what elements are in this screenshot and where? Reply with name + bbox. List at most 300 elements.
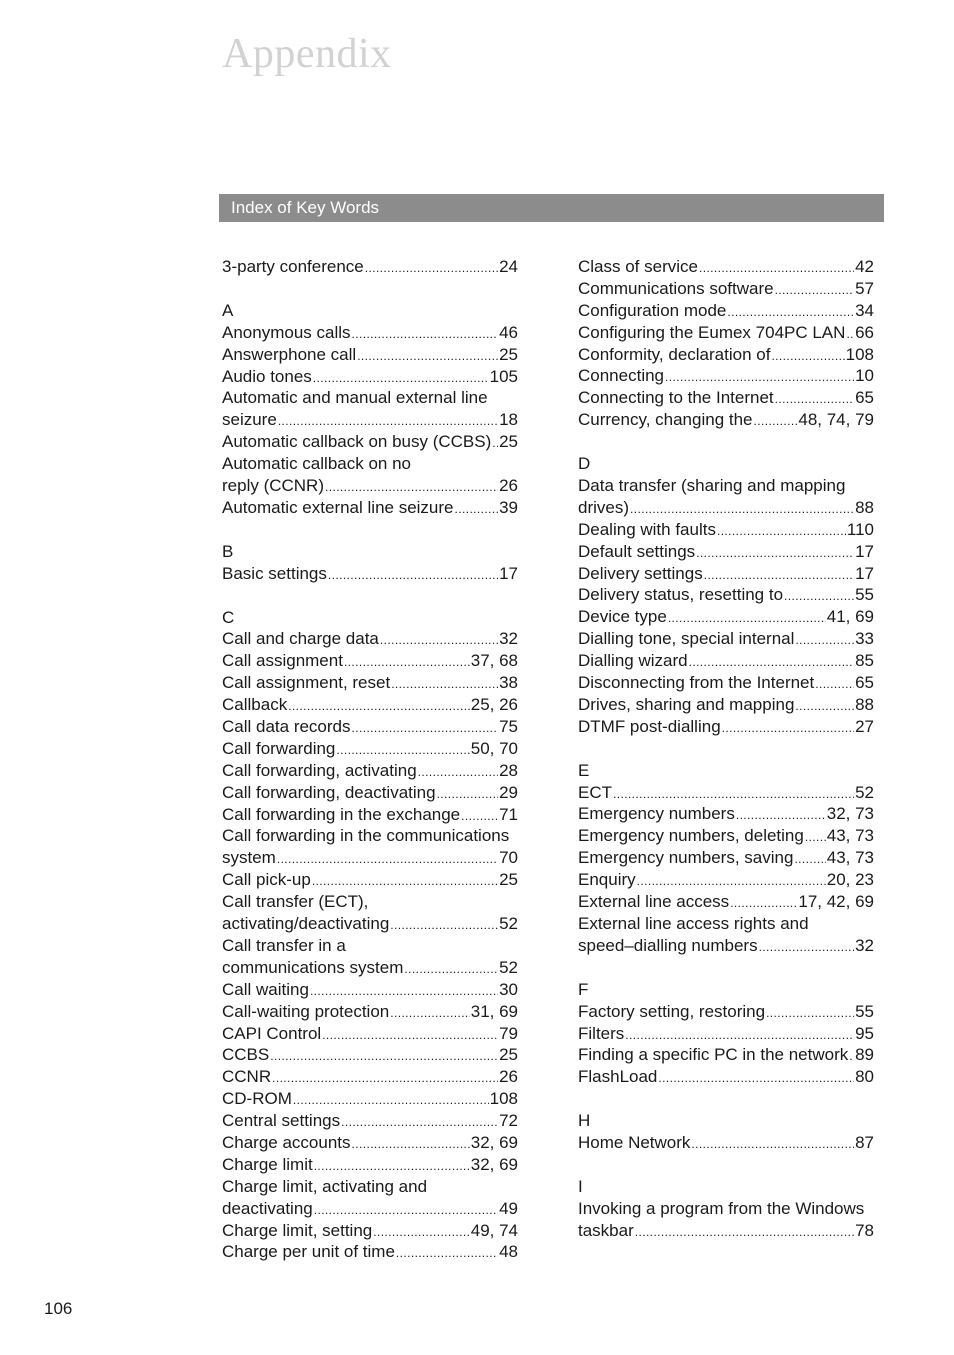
index-term: FlashLoad <box>578 1067 658 1087</box>
dot-leader <box>689 652 854 674</box>
index-entry <box>578 387 874 409</box>
index-entry <box>222 979 518 1001</box>
index-entry-line <box>578 694 874 716</box>
index-entry <box>578 869 874 891</box>
index-entry <box>578 541 874 563</box>
index-page-ref: 27 <box>855 716 874 736</box>
index-entry-line <box>578 541 874 563</box>
index-term: drives) <box>578 497 630 517</box>
dot-leader <box>352 1134 470 1156</box>
index-term: Anonymous calls <box>222 322 351 342</box>
index-entry-line <box>222 409 518 431</box>
index-term: Disconnecting from the Internet <box>578 673 815 693</box>
index-entry <box>578 365 874 387</box>
index-page-ref: 95 <box>855 1023 874 1043</box>
index-page-ref: 55 <box>855 585 874 605</box>
index-page-ref: 79 <box>499 1023 518 1043</box>
dot-leader <box>771 346 844 368</box>
index-entry <box>578 409 874 431</box>
index-entry <box>222 1001 518 1023</box>
index-term: Delivery status, resetting to <box>578 585 784 605</box>
index-entry <box>222 1066 518 1088</box>
index-page-ref: 33 <box>855 629 874 649</box>
index-entry <box>222 1154 518 1176</box>
index-term: Factory setting, restoring <box>578 1001 766 1021</box>
dot-leader <box>352 718 499 740</box>
index-entry <box>222 935 518 979</box>
dot-leader <box>815 674 854 696</box>
index-term: Charge limit <box>222 1154 313 1174</box>
index-entry-line <box>222 979 518 1001</box>
index-entry-line <box>222 497 518 519</box>
index-page-ref: 31, 69 <box>470 1001 518 1021</box>
index-entry-line <box>222 847 518 869</box>
index-entry <box>578 782 874 804</box>
dot-leader <box>665 367 854 389</box>
index-page-ref: 72 <box>499 1111 518 1131</box>
index-term: Finding a specific PC in the network <box>578 1045 849 1065</box>
dot-leader <box>396 1243 498 1265</box>
index-entry-line <box>578 913 874 935</box>
index-page-ref: 108 <box>489 1089 518 1109</box>
index-entry <box>578 300 874 322</box>
index-entry-line <box>222 344 518 366</box>
index-page-ref: 65 <box>855 673 874 693</box>
dot-leader <box>668 608 826 630</box>
index-entry <box>222 1088 518 1110</box>
index-entry-line <box>222 1132 518 1154</box>
dot-leader <box>352 324 499 346</box>
index-group <box>578 1176 874 1242</box>
index-entry-line <box>578 278 874 300</box>
index-term: Call waiting <box>222 979 309 999</box>
index-entry-line <box>222 1198 518 1220</box>
index-entry-line <box>578 672 874 694</box>
index-term: CD-ROM <box>222 1089 292 1109</box>
index-entry <box>222 716 518 738</box>
index-page-ref: 88 <box>855 694 874 714</box>
index-page-ref: 105 <box>489 366 518 386</box>
index-entry <box>222 804 518 826</box>
index-entry <box>222 1241 518 1263</box>
index-entry-line <box>222 1110 518 1132</box>
index-entry-line <box>222 935 518 957</box>
index-entry-line <box>578 344 874 366</box>
index-entry-line <box>222 475 518 497</box>
dot-leader <box>658 1068 854 1090</box>
index-entry <box>578 803 874 825</box>
dot-leader <box>390 1003 469 1025</box>
index-term: communications system <box>222 957 404 977</box>
index-entry <box>222 1220 518 1242</box>
index-entry-line <box>578 475 874 497</box>
index-group <box>578 256 874 431</box>
index-page-ref: 24 <box>499 257 518 276</box>
index-entry-line <box>222 387 518 409</box>
dot-leader <box>727 302 854 324</box>
dot-leader <box>278 411 498 433</box>
index-page-ref: 50, 70 <box>470 738 518 758</box>
index-entry <box>222 694 518 716</box>
index-term: Call-waiting protection <box>222 1001 390 1021</box>
index-page-ref: 57 <box>855 278 874 298</box>
dot-leader <box>717 521 846 543</box>
index-group <box>222 256 518 278</box>
index-term: deactivating <box>222 1198 313 1218</box>
index-term: activating/deactivating <box>222 914 390 934</box>
index-entry <box>578 606 874 628</box>
dot-leader <box>344 652 470 674</box>
index-term: Enquiry <box>578 870 636 890</box>
index-term: Delivery settings <box>578 563 703 583</box>
index-entry-line <box>222 869 518 891</box>
index-term: Call data records <box>222 717 351 737</box>
index-entry <box>222 256 518 278</box>
index-entry <box>222 563 518 585</box>
dot-leader <box>380 630 498 652</box>
index-entry <box>222 431 518 453</box>
dot-leader <box>635 1222 854 1244</box>
index-entry <box>578 650 874 672</box>
index-page-ref: 70 <box>499 848 518 868</box>
index-term: Emergency numbers, deleting <box>578 826 804 846</box>
index-page-ref: 110 <box>846 519 874 539</box>
index-term: Conformity, declaration of <box>578 344 771 364</box>
index-page-ref: 25, 26 <box>470 695 518 715</box>
index-entry <box>578 563 874 585</box>
index-entry-line <box>222 628 518 650</box>
index-term: Call forwarding <box>222 738 336 758</box>
dot-leader <box>313 368 489 390</box>
dot-leader <box>775 280 855 302</box>
index-entry-line <box>222 825 518 847</box>
index-term: Currency, changing the <box>578 410 753 430</box>
index-term: Automatic external line seizure <box>222 497 454 517</box>
index-term: Filters <box>578 1023 625 1043</box>
index-entry <box>578 1066 874 1088</box>
index-page-ref: 32 <box>499 629 518 649</box>
index-entry <box>578 1044 874 1066</box>
index-page-ref: 25 <box>499 344 518 364</box>
index-entry-line <box>222 1176 518 1198</box>
index-entry <box>578 475 874 519</box>
index-page-ref: 88 <box>855 497 874 517</box>
index-term: Configuring the Eumex 704PC LAN <box>578 322 846 342</box>
index-entry-line <box>222 1088 518 1110</box>
index-entry <box>578 1198 874 1242</box>
index-entry-line <box>222 760 518 782</box>
index-entry-line <box>578 891 874 913</box>
index-page-ref: 28 <box>499 760 518 780</box>
index-page-ref: 39 <box>499 497 518 517</box>
dot-leader <box>492 433 498 455</box>
dot-leader <box>849 1046 854 1068</box>
index-entry <box>578 891 874 913</box>
index-term: Class of service <box>578 257 698 276</box>
index-term: Communications software <box>578 278 774 298</box>
index-entry <box>578 1132 874 1154</box>
index-term: speed–dialling numbers <box>578 935 758 955</box>
index-entry <box>222 1176 518 1220</box>
index-entry <box>222 322 518 344</box>
index-entry <box>222 825 518 869</box>
index-entry <box>222 1110 518 1132</box>
dot-leader <box>341 1112 498 1134</box>
index-entry <box>578 825 874 847</box>
index-term: Emergency numbers <box>578 804 735 824</box>
index-entry <box>222 738 518 760</box>
index-letter-heading: D <box>578 454 591 474</box>
index-page-ref: 17 <box>855 541 874 561</box>
index-term: Answerphone call <box>222 344 357 364</box>
index-term: Home Network <box>578 1133 691 1153</box>
index-entry-line <box>222 913 518 935</box>
dot-leader <box>704 565 854 587</box>
index-entry <box>578 584 874 606</box>
index-entry-line <box>222 1220 518 1242</box>
index-entry <box>222 387 518 431</box>
index-group <box>222 607 518 1264</box>
index-entry-line <box>578 256 874 278</box>
index-term: Emergency numbers, saving <box>578 848 794 868</box>
index-term: Call forwarding in the communications <box>222 826 510 846</box>
dot-leader <box>310 981 498 1003</box>
dot-leader <box>846 324 854 346</box>
index-page-ref: 42 <box>855 257 874 276</box>
index-entry-line <box>222 453 518 475</box>
index-group <box>578 760 874 957</box>
index-entry-line <box>578 782 874 804</box>
index-term: Callback <box>222 695 288 715</box>
index-term: CCBS <box>222 1045 270 1065</box>
index-page-ref: 32, 69 <box>470 1154 518 1174</box>
index-term: Call forwarding, deactivating <box>222 782 436 802</box>
index-entry-line <box>222 366 518 388</box>
section-title: Index of Key Words <box>231 198 380 217</box>
dot-leader <box>766 1003 854 1025</box>
dot-leader <box>795 630 854 652</box>
dot-leader <box>390 915 498 937</box>
index-page-ref: 55 <box>855 1001 874 1021</box>
index-term: Dialling wizard <box>578 651 688 671</box>
index-entry-line <box>222 738 518 760</box>
index-entry-line <box>578 1023 874 1045</box>
index-term: Configuration mode <box>578 300 727 320</box>
dot-leader <box>805 827 826 849</box>
index-term: Call transfer (ECT), <box>222 892 369 912</box>
dot-leader <box>404 959 498 981</box>
index-letter-heading: E <box>578 760 590 780</box>
index-entry-line <box>578 1001 874 1023</box>
dot-leader <box>391 674 498 696</box>
index-entry-line <box>222 1241 518 1263</box>
index-term: reply (CCNR) <box>222 476 324 496</box>
dot-leader <box>730 893 797 915</box>
index-entry-line <box>578 869 874 891</box>
index-entry-line <box>578 847 874 869</box>
index-entry <box>222 650 518 672</box>
index-page-ref: 32, 69 <box>470 1132 518 1152</box>
dot-leader <box>784 586 854 608</box>
index-term: Audio tones <box>222 366 312 386</box>
index-entry-line <box>222 1066 518 1088</box>
dot-leader <box>759 937 855 959</box>
index-page-ref: 71 <box>499 804 518 824</box>
index-letter-heading: A <box>222 300 234 320</box>
index-entry-line <box>222 563 518 585</box>
index-term: CAPI Control <box>222 1023 322 1043</box>
index-page-ref: 75 <box>499 717 518 737</box>
dot-leader <box>775 389 854 411</box>
index-page-ref: 48, 74, 79 <box>798 410 874 430</box>
index-term: Connecting to the Internet <box>578 388 774 408</box>
index-term: Charge limit, activating and <box>222 1176 428 1196</box>
index-term: Call pick-up <box>222 870 311 890</box>
dot-leader <box>794 849 825 871</box>
index-page-ref: 20, 23 <box>826 870 874 890</box>
index-term: Call assignment <box>222 651 343 671</box>
index-entry-line <box>578 935 874 957</box>
index-term: Charge limit, setting <box>222 1220 373 1240</box>
index-page-ref: 32 <box>855 935 874 955</box>
index-entry-line <box>578 519 874 541</box>
index-group <box>222 541 518 585</box>
dot-leader <box>722 718 854 740</box>
dot-leader <box>455 499 499 521</box>
index-page-ref: 17 <box>855 563 874 583</box>
index-letter-heading: I <box>578 1176 583 1196</box>
index-term: ECT <box>578 782 612 802</box>
index-group <box>222 300 518 519</box>
index-term: Automatic callback on busy (CCBS) <box>222 432 492 452</box>
index-term: Dialling tone, special internal <box>578 629 795 649</box>
index-entry <box>222 1044 518 1066</box>
index-group <box>578 1110 874 1154</box>
index-entry-line <box>222 782 518 804</box>
index-term: Automatic callback on no <box>222 454 411 474</box>
index-entry-line <box>578 1044 874 1066</box>
index-entry <box>578 519 874 541</box>
index-entry-line <box>222 804 518 826</box>
index-entry-line <box>578 409 874 431</box>
index-page-ref: 17, 42, 69 <box>798 892 874 912</box>
dot-leader <box>795 696 854 718</box>
index-page-ref: 29 <box>499 782 518 802</box>
index-term: Basic settings <box>222 563 327 583</box>
index-page-ref: 49, 74 <box>470 1220 518 1240</box>
index-term: seizure <box>222 410 277 430</box>
index-term: Call forwarding in the exchange <box>222 804 461 824</box>
index-entry-line <box>578 563 874 585</box>
index-entry-line <box>222 957 518 979</box>
index-entry <box>222 366 518 388</box>
index-page-ref: 78 <box>855 1220 874 1240</box>
index-entry <box>578 278 874 300</box>
index-entry-line <box>578 300 874 322</box>
index-page-ref: 41, 69 <box>826 607 874 627</box>
index-term: Default settings <box>578 541 696 561</box>
dot-leader <box>696 543 854 565</box>
index-entry-line <box>222 1154 518 1176</box>
index-group <box>578 453 874 738</box>
index-term: system <box>222 848 276 868</box>
index-term: External line access <box>578 892 730 912</box>
index-entry-line <box>578 803 874 825</box>
index-page-ref: 37, 68 <box>470 651 518 671</box>
index-page-ref: 25 <box>499 870 518 890</box>
index-page-ref: 25 <box>499 1045 518 1065</box>
dot-leader <box>754 411 798 433</box>
index-entry-line <box>578 1132 874 1154</box>
index-entry-line <box>578 1220 874 1242</box>
index-group <box>578 979 874 1088</box>
index-entry-line <box>222 716 518 738</box>
index-column-right <box>578 256 874 1264</box>
index-page-ref: 26 <box>499 1067 518 1087</box>
index-entry-line <box>578 825 874 847</box>
index-entry <box>578 694 874 716</box>
index-page-ref: 32, 73 <box>826 804 874 824</box>
dot-leader <box>365 258 498 280</box>
index-term: External line access rights and <box>578 913 809 933</box>
index-page-ref: 43, 73 <box>826 848 874 868</box>
index-entry-line <box>578 584 874 606</box>
index-page-ref: 25 <box>499 432 518 452</box>
dot-leader <box>325 477 498 499</box>
index-entry-line <box>222 672 518 694</box>
section-banner <box>219 194 884 222</box>
index-entry <box>578 1001 874 1023</box>
index-page-ref: 46 <box>499 322 518 342</box>
index-term: Charge accounts <box>222 1132 351 1152</box>
index-entry-line <box>578 606 874 628</box>
index-entry <box>222 869 518 891</box>
index-entry-line <box>578 1066 874 1088</box>
index-entry-line <box>578 497 874 519</box>
index-page-ref: 85 <box>855 651 874 671</box>
index-entry-line <box>578 387 874 409</box>
index-page-ref: 52 <box>499 957 518 977</box>
index-term: Drives, sharing and mapping <box>578 694 795 714</box>
index-term: Data transfer (sharing and mapping <box>578 476 846 496</box>
dot-leader <box>277 849 498 871</box>
index-term: CCNR <box>222 1067 272 1087</box>
dot-leader <box>625 1025 854 1047</box>
dot-leader <box>322 1025 498 1047</box>
index-term: Invoking a program from the Windows <box>578 1198 865 1218</box>
index-page-ref: 48 <box>499 1242 518 1262</box>
page-number: 106 <box>44 1299 73 1318</box>
index-entry <box>578 913 874 957</box>
index-page-ref: 89 <box>855 1045 874 1065</box>
index-entry-line <box>222 1001 518 1023</box>
dot-leader <box>437 784 499 806</box>
index-entry <box>578 256 874 278</box>
dot-leader <box>336 740 469 762</box>
index-entry-line <box>578 365 874 387</box>
dot-leader <box>637 871 826 893</box>
dot-leader <box>328 565 498 587</box>
index-page-ref: 49 <box>499 1198 518 1218</box>
index-entry <box>222 891 518 935</box>
index-entry <box>578 322 874 344</box>
dot-leader <box>461 806 498 828</box>
index-entry <box>222 1132 518 1154</box>
index-column-left <box>222 256 518 1285</box>
index-term: Call assignment, reset <box>222 673 391 693</box>
index-entry-line <box>578 628 874 650</box>
dot-leader <box>314 1200 498 1222</box>
